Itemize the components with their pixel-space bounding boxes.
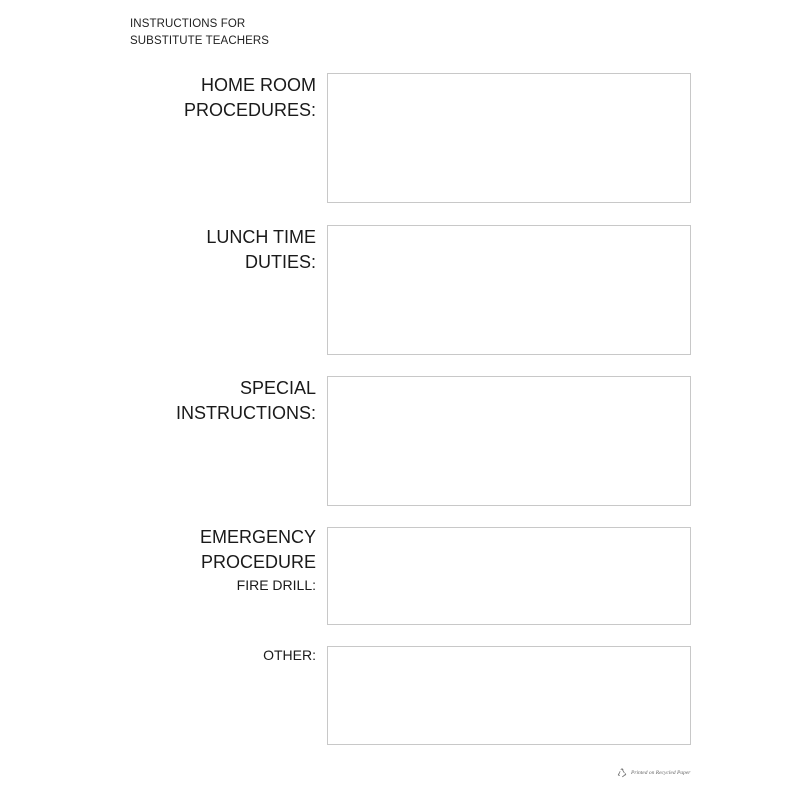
- recycled-paper-text: Printed on Recycled Paper: [631, 770, 691, 776]
- section-label: [263, 645, 316, 665]
- section-label-line: PROCEDURE: [200, 552, 316, 572]
- section-label-line: SPECIAL: [239, 378, 316, 398]
- section-label-line: EMERGENCY: [199, 527, 316, 547]
- section-label-subline: FIRE DRILL:: [236, 577, 316, 593]
- section-label-line: PROCEDURES:: [183, 100, 316, 120]
- form-title-line-1: INSTRUCTIONS FOR: [130, 18, 246, 30]
- emergency-procedure-box[interactable]: [327, 527, 691, 625]
- section-label-line: OTHER:: [263, 647, 316, 663]
- section-label: [206, 225, 316, 275]
- recycled-paper-note: [617, 768, 690, 778]
- lunch-time-duties-box[interactable]: [327, 225, 691, 355]
- special-instructions-box[interactable]: [327, 376, 691, 506]
- section-label-line: DUTIES:: [244, 252, 316, 272]
- section-label: [200, 525, 316, 595]
- form-title: [130, 16, 269, 50]
- other-box[interactable]: [327, 646, 691, 745]
- recycle-icon: [617, 768, 627, 778]
- form-title-line-2: SUBSTITUTE TEACHERS: [130, 35, 270, 47]
- section-label: [184, 73, 316, 123]
- section-label-line: INSTRUCTIONS:: [175, 403, 316, 423]
- section-label-line: HOME ROOM: [201, 75, 316, 95]
- section-label: [176, 376, 316, 426]
- section-label-line: LUNCH TIME: [206, 227, 316, 247]
- home-room-procedures-box[interactable]: [327, 73, 691, 203]
